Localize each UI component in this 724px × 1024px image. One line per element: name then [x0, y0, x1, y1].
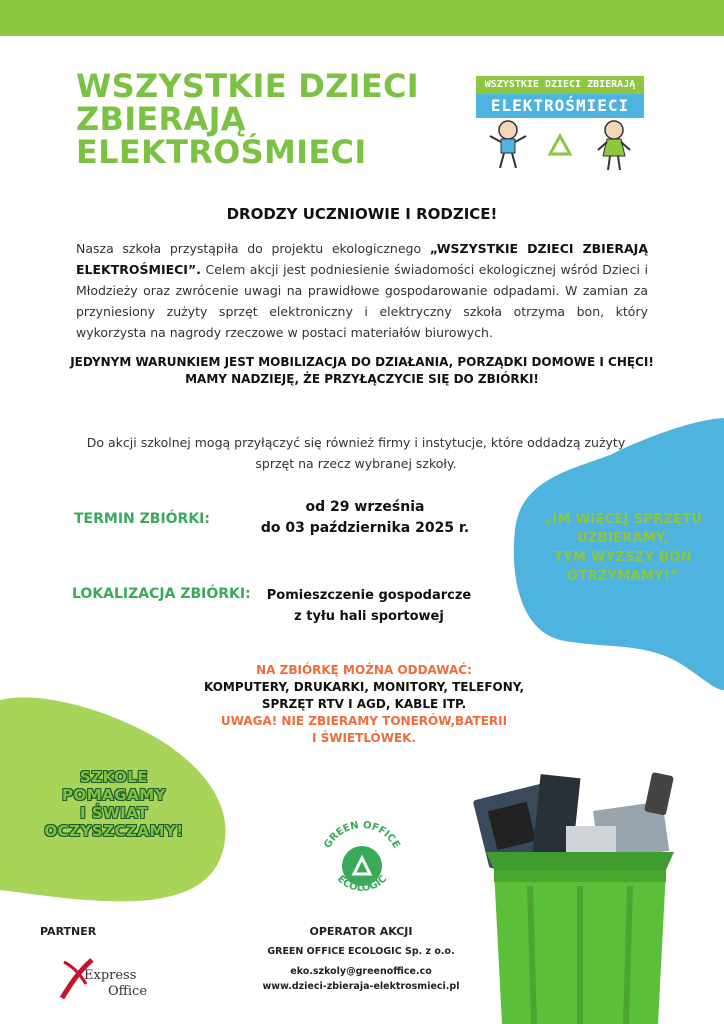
quote-text: „IM WIĘCEJ SPRZĘTU UZBIERAMY, TYM WYŻSZY BON OTRZYMAMY!”	[543, 512, 703, 584]
svg-text:GREEN OFFICE: GREEN OFFICE	[322, 819, 402, 851]
condition-text: JEDYNYM WARUNKIEM JEST MOBILIZACJA DO DZIAŁANIA, PORZĄDKI DOMOWE I CHĘCI! MAMY NADZIEJĘ, ŻE PRZYŁĄCZYCIE SIĘ DO ZBIÓRKI!	[70, 355, 654, 386]
location-value: Pomieszczenie gospodarcze z tyłu hali sportowej	[266, 588, 472, 624]
recycling-bin-illustration	[470, 770, 690, 1024]
slogan-text: SZKOLE POMAGAMY I ŚWIAT OCZYSZCZAMY!	[44, 768, 184, 840]
svg-text:ECOLOGIC: ECOLOGIC	[334, 873, 390, 895]
logo-main-text: ELEKTROŚMIECI	[476, 94, 644, 118]
campaign-logo	[476, 76, 644, 176]
operator-name: GREEN OFFICE ECOLOGIC Sp. z o.o.	[267, 946, 455, 957]
greeting-heading: DRODZY UCZNIOWIE I RODZICE!	[226, 205, 498, 223]
logo-top-text: WSZYSTKIE DZIECI ZBIERAJĄ	[476, 76, 644, 94]
location-label: LOKALIZACJA ZBIÓRKI:	[72, 586, 251, 602]
termin-label: TERMIN ZBIÓRKI:	[74, 511, 210, 527]
page-title: WSZYSTKIE DZIECI ZBIERAJĄ ELEKTROŚMIECI	[76, 67, 420, 171]
operator-label: OPERATOR AKCJI	[309, 925, 413, 938]
green-office-ecologic-logo	[312, 814, 412, 914]
website-link[interactable]: www.dzieci-zbieraja-elektrosmieci.pl	[262, 981, 460, 992]
kids-recycle-icon	[476, 118, 644, 176]
companies-paragraph: Do akcji szkolnej mogą przyłączyć się również firmy i instytucje, które oddadzą zużyty sprzęt na rzecz wybranej szkoły.	[86, 435, 626, 471]
partner-brand-1: Express	[84, 968, 137, 983]
partner-brand-2: Office	[108, 984, 148, 999]
intro-paragraph: Nasza szkoła przystąpiła do projektu ekologicznego „WSZYSTKIE DZIECI ZBIERAJĄ ELEKTROŚMIECI”. Celem akcji jest podniesienie świadomości ekologicznej wśród Dzieci i Młodzieży oraz zwrócenie uwagi na prawidłowe gospodarowanie odpadami. W zamian za przyniesiony zużyty sprzęt elektroniczny i elektryczny szkoła otrzyma bon, który wykorzysta na nagrody rzeczowe w postaci materiałów biurowych.	[76, 241, 648, 340]
termin-value: od 29 września do 03 października 2025 r.	[260, 499, 470, 536]
partner-label: PARTNER	[40, 925, 97, 938]
accepted-items: NA ZBIÓRKĘ MOŻNA ODDAWAĆ: KOMPUTERY, DRUKARKI, MONITORY, TELEFONY, SPRZĘT RTV I AGD, KABLE ITP. UWAGA! NIE ZBIERAMY TONERÓW,BATERII I ŚWIETLÓWEK.	[203, 663, 525, 745]
operator-email-link[interactable]: eko.szkoly@greenoffice.co	[290, 966, 432, 977]
